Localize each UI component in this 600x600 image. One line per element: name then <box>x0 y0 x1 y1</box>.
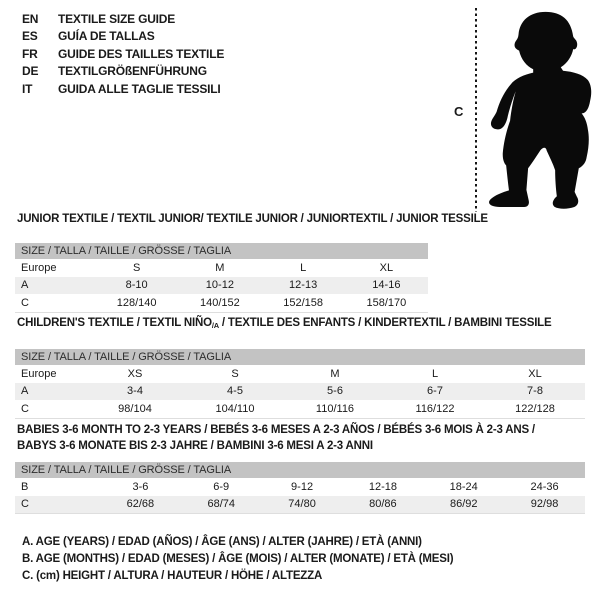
row-label: Europe <box>21 261 57 274</box>
junior-size-table <box>15 243 428 313</box>
row-label: C <box>21 296 29 309</box>
cell: 62/68 <box>126 498 155 511</box>
cell: 10-12 <box>205 279 234 292</box>
language-code: FR <box>22 46 38 61</box>
cell: 24-36 <box>530 480 559 493</box>
junior-section <box>15 213 585 313</box>
footnote-legend <box>22 534 453 585</box>
babies-section-title <box>17 423 585 454</box>
cell: 4-5 <box>227 385 243 398</box>
language-code: ES <box>22 29 38 44</box>
cell: 98/104 <box>118 402 152 415</box>
cell: 6-9 <box>213 480 230 493</box>
column-header: S <box>132 261 141 274</box>
footnote-c: C. (cm) HEIGHT / ALTURA / HAUTEUR / HÖHE / ALTEZZA <box>22 570 323 582</box>
row-label: A <box>21 279 29 292</box>
cell: 68/74 <box>207 498 235 511</box>
height-measure-figure <box>448 4 598 214</box>
cell: 80/86 <box>369 498 397 511</box>
title-line: BABIES 3-6 MONTH TO 2-3 YEARS / BEBÉS 3-6 MESES A 2-3 AÑOS / BÉBÉS 3-6 MOIS À 2-3 ANS / <box>17 424 535 436</box>
language-title: GUIDE DES TAILLES TEXTILE <box>58 46 225 61</box>
language-code: DE <box>22 64 39 79</box>
column-header: XL <box>528 367 542 380</box>
column-header: XS <box>127 367 143 380</box>
cell: 18-24 <box>449 480 478 493</box>
language-title: TEXTILGRÖßENFÜHRUNG <box>58 64 207 79</box>
cell: 110/116 <box>315 402 355 415</box>
cell: 5-6 <box>327 385 343 398</box>
babies-size-table <box>15 462 585 514</box>
children-section <box>15 317 585 419</box>
cell: 128/140 <box>116 296 157 309</box>
language-title: TEXTILE SIZE GUIDE <box>58 11 176 26</box>
language-title: GUIDA ALLE TAGLIE TESSILI <box>58 81 221 96</box>
column-header: XL <box>379 261 394 274</box>
table-row <box>15 478 585 496</box>
language-code: IT <box>22 81 33 96</box>
row-label: A <box>21 385 29 398</box>
list-item <box>22 80 224 98</box>
list-item <box>22 45 224 63</box>
row-label: C <box>21 498 29 511</box>
cell: 140/152 <box>199 296 240 309</box>
row-label: C <box>21 402 29 415</box>
language-title-list <box>22 10 224 98</box>
table-row <box>15 365 585 383</box>
column-header: M <box>215 261 225 274</box>
table-row <box>15 277 428 295</box>
size-header-bar: SIZE / TALLA / TAILLE / GRÖSSE / TAGLIA <box>15 349 585 365</box>
cell: 14-16 <box>372 279 401 292</box>
list-item <box>22 28 224 46</box>
cell: 3-4 <box>127 385 143 398</box>
children-size-table <box>15 349 585 419</box>
size-header-bar: SIZE / TALLA / TAILLE / GRÖSSE / TAGLIA <box>15 243 428 259</box>
cell: 92/98 <box>530 498 559 511</box>
column-header: S <box>231 367 239 380</box>
language-code: EN <box>22 11 39 26</box>
table-row <box>15 400 585 418</box>
size-header-bar: SIZE / TALLA / TAILLE / GRÖSSE / TAGLIA <box>15 462 585 478</box>
children-section-title <box>17 317 585 332</box>
table-row <box>15 259 428 277</box>
cell: 6-7 <box>427 385 443 398</box>
column-header: M <box>330 367 340 380</box>
babies-section <box>15 423 585 514</box>
footnote-b: B. AGE (MONTHS) / EDAD (MESES) / ÂGE (MOIS) / ALTER (MONATE) / ETÀ (MESI) <box>22 553 454 565</box>
footnote-a: A. AGE (YEARS) / EDAD (AÑOS) / ÂGE (ANS) / ALTER (JAHRE) / ETÀ (ANNI) <box>22 536 422 548</box>
cell: 152/158 <box>283 296 323 309</box>
row-label: B <box>21 480 29 493</box>
cell: 116/122 <box>415 402 455 415</box>
title-text: CHILDREN'S TEXTILE / TEXTIL NIÑO <box>17 317 212 329</box>
list-item <box>22 10 224 28</box>
junior-section-title: JUNIOR TEXTILE / TEXTIL JUNIOR/ TEXTILE JUNIOR / JUNIORTEXTIL / JUNIOR TESSILE <box>17 213 488 225</box>
title-subscript: /A <box>211 321 219 330</box>
cell: 74/80 <box>288 498 316 511</box>
cell: 7-8 <box>527 385 543 398</box>
dotted-measure-line <box>475 8 477 212</box>
row-label: Europe <box>21 367 57 380</box>
title-text: / TEXTILE DES ENFANTS / KINDERTEXTIL / BAMBINI TESSILE <box>218 317 552 329</box>
cell: 8-10 <box>125 279 148 292</box>
cell: 86/92 <box>449 498 478 511</box>
table-row <box>15 294 428 312</box>
cell: 12-13 <box>289 279 318 292</box>
toddler-silhouette-icon <box>487 4 594 210</box>
language-title: GUÍA DE TALLAS <box>58 29 155 44</box>
column-header: L <box>431 367 439 380</box>
table-row <box>15 496 585 514</box>
cell: 12-18 <box>368 480 397 493</box>
cell: 104/110 <box>215 402 255 415</box>
cell: 158/170 <box>366 296 407 309</box>
measure-c-label: C <box>454 104 464 119</box>
table-row <box>15 383 585 401</box>
cell: 122/128 <box>515 402 555 415</box>
cell: 9-12 <box>291 480 314 493</box>
column-header: L <box>300 261 307 274</box>
title-line: BABYS 3-6 MONATE BIS 2-3 JAHRE / BAMBINI 3-6 MESI A 2-3 ANNI <box>17 439 373 452</box>
list-item <box>22 63 224 81</box>
cell: 3-6 <box>132 480 149 493</box>
